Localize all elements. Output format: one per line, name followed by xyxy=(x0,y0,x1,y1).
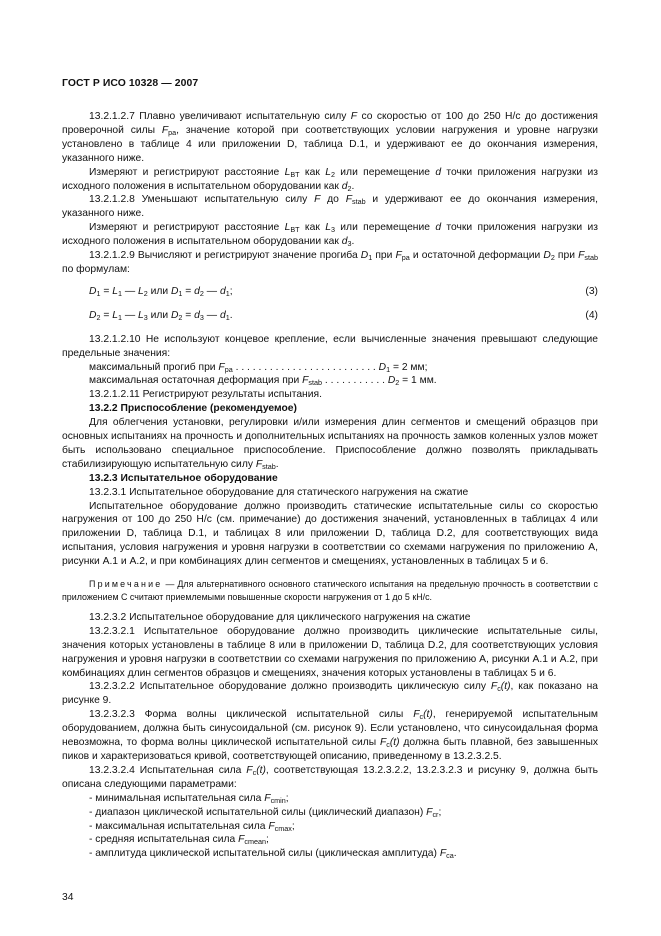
heading-13-2-3: 13.2.3 Испытательное оборудование xyxy=(89,472,278,484)
heading-13-2-2: 13.2.2 Приспособление (рекомендуемое) xyxy=(89,403,297,415)
paragraph-13-2-2: Для облегчения установки, регулировки и/или измерения длин сегментов и смещений образцов при основных испытаниях на прочность и дополнительных испытаниях на прочность замков коленных узлов может быть использовано специальное приспособление. Приспособление должно позволять прикладывать стабилизирующую испытательную силу $F_{stab}$. xyxy=(62,417,598,471)
formula-4 xyxy=(62,309,598,323)
note-label: Примечание xyxy=(89,579,163,590)
clause-13-2-3-2-3: 13.2.3.2.3 Форма волны циклической испытательной силы $F_c(t)$, генерируемой испытательным оборудованием, должна быть синусоидальной (см. рисунок 9). Если установлено, что синусоидальная форма невозможна, то форма волны циклической испытательной силы $F_c(t)$ должна быть плавной, без завышенных пиков и характеризоваться кривой, соответствующей описанию, приведенному в 13.2.3.2.5. xyxy=(62,709,598,762)
clause-13-2-3-1: 13.2.3.1 Испытательное оборудование для статического нагружения на сжатие xyxy=(89,486,469,498)
clause-13-2-1-2-11: 13.2.1.2.11 Регистрируют результаты испытания. xyxy=(89,389,322,401)
page-header: ГОСТ Р ИСО 10328 — 2007 xyxy=(62,78,199,89)
clause-13-2-1-2-8: 13.2.1.2.8 Уменьшают испытательную силу F до $F_{stab}$ и удерживают ее до окончания измерения, указанного ниже. xyxy=(62,194,598,220)
measurement-paragraph-1: Измеряют и регистрируют расстояние $L_{BT}$ как $L_2$ или перемещение d точки приложения нагрузки из исходного положения в испытательном оборудовании как $d_2$. xyxy=(62,166,598,193)
formula-4-expression: $D_2 = L_1$ — $L_3$ или $D_2 = d_3$ — $d_1$. xyxy=(89,309,233,322)
limit-max-residual-deformation: максимальная остаточная деформация при $F_{stab}$ . . . . . . . . . . . $D_2 = 1$ мм. xyxy=(89,375,437,388)
measurement-paragraph-2: Измеряют и регистрируют расстояние $L_{BT}$ как $L_3$ или перемещение d точки приложения нагрузки из исходного положения в испытательном оборудовании как $d_3$. xyxy=(62,222,598,249)
list-item: - диапазон циклической испытательной силы (циклический диапазон) $F_{cr}$; xyxy=(89,806,442,819)
clause-13-2-1-2-7: 13.2.1.2.7 Плавно увеличивают испытательную силу F со скоростью от 100 до 250 Н/с до достижения проверочной силы $F_{pa}$, значение которой при соответствующих условии нагружения и уровне нагрузки установлено в таблице 4 или приложении D, таблица D.1, и удерживают ее до окончания измерения, указанного ниже. xyxy=(62,111,598,164)
formula-3-number: (3) xyxy=(585,285,598,297)
clause-13-2-1-2-9: 13.2.1.2.9 Вычисляют и регистрируют значение прогиба $D_1$ при $F_{pa}$ и остаточной деформации $D_2$ при $F_{stab}$ по формулам: xyxy=(62,250,598,275)
list-item: - максимальная испытательная сила $F_{cmax}$; xyxy=(89,820,295,833)
list-item: - амплитуда циклической испытательной силы (циклическая амплитуда) $F_{ca}$. xyxy=(89,848,457,861)
limit-max-deflection: максимальный прогиб при $F_{pa}$ . . . . . . . . . . . . . . . . . . . . . . . . . $D_1 = 2$ мм; xyxy=(89,361,428,374)
note: Примечание — Для альтернативного основного статического испытания на предельную прочность в соответствии с приложением С считают приемлемыми повышенные скорости нагружения от 1 до 5 кН/с. xyxy=(62,579,598,602)
clause-13-2-3-2-4: 13.2.3.2.4 Испытательная сила $F_c(t)$, соответствующая 13.2.3.2.2, 13.2.3.2.3 и рисунку 9, должна быть описана следующими параметрами: xyxy=(62,764,598,790)
formula-3 xyxy=(62,285,598,299)
paragraph-13-2-3-1: Испытательное оборудование должно производить статические испытательные силы со скоростью нагружения от 100 до 250 Н/с (см. примечание) до достижения значений, установленных в таблицах 4 или приложении D, таблица D.1, и таблицах 8 или приложении D, таблица D.2, для соответствующих вида испытания, условия нагружения и уровня нагрузки в соответствии со схемами нагружения по приложению A, рисунки A.1 и A.2, и при комбинациях длин сегментов и смещениях, установленных в таблицах 5 и 6. xyxy=(62,500,598,568)
list-item: - средняя испытательная сила $F_{cmean}$; xyxy=(89,834,269,847)
document-body xyxy=(62,110,598,861)
page-number: 34 xyxy=(62,892,74,903)
clause-13-2-3-2: 13.2.3.2 Испытательное оборудование для циклического нагружения на сжатие xyxy=(89,611,471,623)
clause-13-2-3-2-2: 13.2.3.2.2 Испытательное оборудование должно производить циклическую силу $F_c(t)$, как показано на рисунке 9. xyxy=(62,681,598,707)
clause-13-2-3-2-1: 13.2.3.2.1 Испытательное оборудование должно производить циклические испытательные силы, значения которых установлены в таблице 8 или в приложении D, таблица D.2, для соответствующих условия нагружения и уровня нагрузки в соответствии со схемами нагружения по приложению A, рисунки A.1 и A.2, при комбинациях длин сегментов образцов и смещениях, значения которых установлены в таблицах 5 и 6. xyxy=(62,625,598,679)
clause-13-2-1-2-10: 13.2.1.2.10 Не используют концевое крепление, если вычисленные значения превышают следующие предельные значения: xyxy=(62,333,598,359)
formula-4-number: (4) xyxy=(585,309,598,321)
list-item: - минимальная испытательная сила $F_{cmin}$; xyxy=(89,792,289,805)
formula-3-expression: $D_1 = L_1$ — $L_2$ или $D_1 = d_2$ — $d_1$; xyxy=(89,285,233,298)
